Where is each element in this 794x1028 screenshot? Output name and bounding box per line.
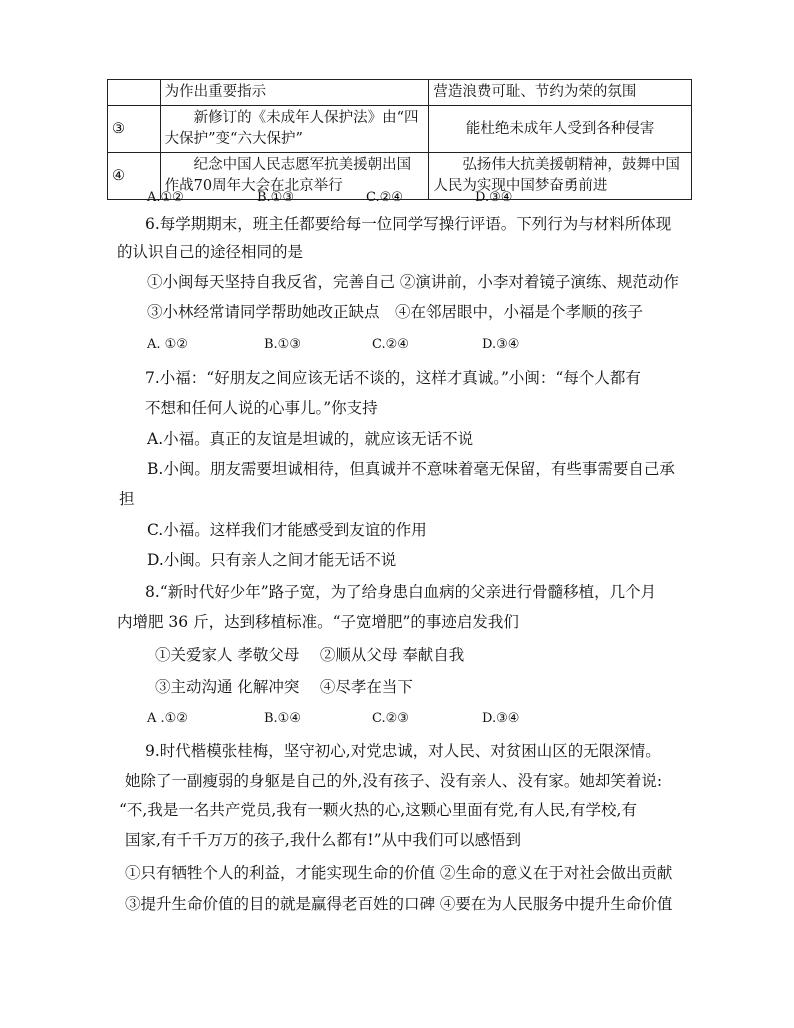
q9-stem-line-2: 她除了一副瘦弱的身躯是自己的外,没有孩子、没有亲人、没有家。她却笑着说:: [125, 772, 663, 790]
row-number: [108, 80, 161, 106]
q8-option-a: A .①②: [147, 711, 188, 726]
q6-option-a: A. ①②: [147, 337, 188, 352]
q5-option-c: C.②④: [366, 190, 403, 205]
q9-stem-line-3: “不,我是一名共产党员,我有一颗火热的心,这颗心里面有党,有人民,有学校,有: [119, 801, 637, 819]
event-cell: 为作出重要指示: [160, 80, 429, 106]
q8-item-line-1: ①关爱家人 孝敬父母 ②顺从父母 奉献自我: [155, 646, 465, 664]
row-number: ③: [108, 106, 161, 153]
event-cell: 新修订的《未成年人保护法》由“四大保护”变“六大保护”: [160, 106, 429, 153]
q6-stem-line-2: 的认识自己的途径相同的是: [117, 243, 304, 261]
q6-option-c: C.②④: [372, 337, 409, 352]
q7-option-c: C.小福。这样我们才能感受到友谊的作用: [147, 521, 427, 539]
q7-option-b-line-2: 担: [119, 490, 135, 508]
q6-item-line-1: ①小闽每天坚持自我反省，完善自己 ②演讲前，小李对着镜子演练、规范动作: [147, 273, 679, 291]
row-number: ④: [108, 153, 161, 200]
q5-option-d: D.③④: [475, 190, 513, 205]
q9-item-line-1: ①只有牺牲个人的利益，才能实现生命的价值 ②生命的意义在于对社会做出贡献: [125, 864, 673, 882]
table-row: [108, 106, 692, 153]
meaning-cell: 营造浪费可耻、节约为荣的氛围: [429, 80, 692, 106]
q8-option-b: B.①④: [264, 711, 301, 726]
q8-option-c: C.②③: [372, 711, 409, 726]
meaning-cell: 弘扬伟大抗美援朝精神，鼓舞中国人民为实现中国梦奋勇前进: [429, 153, 692, 200]
q8-stem-line-1: 8.“新时代好少年”路子宽，为了给身患白血病的父亲进行骨髓移植，几个月: [145, 583, 657, 601]
q8-item-line-2: ③主动沟通 化解冲突 ④尽孝在当下: [155, 678, 413, 696]
q6-stem-line-1: 6.每学期期末，班主任都要给每一位同学写操行评语。下列行为与材料所体现: [145, 215, 672, 233]
q9-stem-line-1: 9.时代楷模张桂梅，坚守初心,对党忠诚，对人民、对贫困山区的无限深情。: [145, 742, 661, 760]
meaning-cell: 能杜绝未成年人受到各种侵害: [429, 106, 692, 153]
q5-option-b: B.①③: [257, 190, 294, 205]
q7-option-b-line-1: B.小闽。朋友需要坦诚相待，但真诚并不意味着毫无保留，有些事需要自己承: [147, 460, 675, 478]
q8-option-d: D.③④: [482, 711, 520, 726]
q6-option-b: B.①③: [264, 337, 301, 352]
q6-item-line-2: ③小林经常请同学帮助她改正缺点 ④在邻居眼中，小福是个孝顺的孩子: [147, 303, 644, 321]
q8-stem-line-2: 内增肥 36 斤，达到移植标准。“子宽增肥”的事迹启发我们: [117, 613, 519, 631]
q5-option-a: A.①②: [147, 190, 184, 205]
table-row: [108, 80, 692, 106]
q7-option-a: A.小福。真正的友谊是坦诚的，就应该无话不说: [147, 430, 474, 448]
q7-option-d: D.小闽。只有亲人之间才能无话不说: [147, 551, 397, 569]
q7-stem-line-1: 7.小福：“好朋友之间应该无话不谈的，这样才真诚。”小闽：“每个人都有: [145, 369, 641, 387]
material-table: [107, 79, 692, 200]
q6-option-d: D.③④: [482, 337, 520, 352]
event-cell: 纪念中国人民志愿军抗美援朝出国作战70周年大会在北京举行: [160, 153, 429, 200]
q7-stem-line-2: 不想和任何人说的心事儿。”你支持: [145, 399, 378, 417]
q9-item-line-2: ③提升生命价值的目的就是赢得老百姓的口碑 ④要在为人民服务中提升生命价值: [125, 895, 673, 913]
q9-stem-line-4: 国家,有千千万万的孩子,我什么都有!”从中我们可以感悟到: [125, 831, 522, 849]
